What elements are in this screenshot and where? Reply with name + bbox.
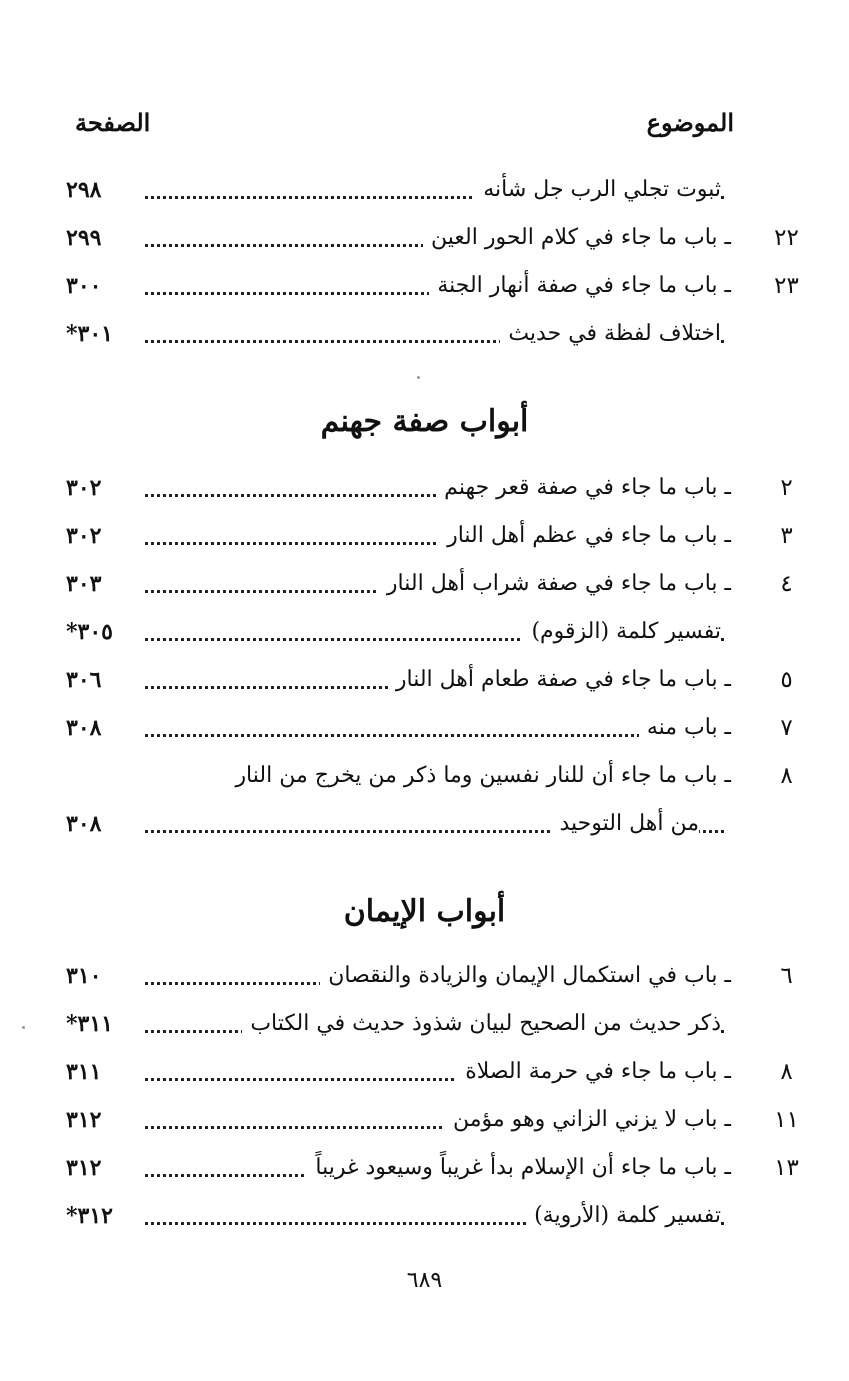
- index-entry: [0, 660, 849, 700]
- entry-title: اختلاف لفظة في حديث: [500, 314, 721, 354]
- index-entry: [0, 956, 849, 996]
- entry-number: ٤: [780, 571, 793, 597]
- entry-title: ـ باب ما جاء أن للنار نفسين وما ذكر من يخرج من النار: [227, 756, 731, 796]
- entry-page: ٢٩٨: [66, 177, 102, 203]
- entry-title: ـ باب ما جاء في صفة طعام أهل النار: [388, 660, 731, 700]
- index-entry: [0, 708, 849, 748]
- entry-title: ـ باب لا يزني الزاني وهو مؤمن: [445, 1100, 731, 1140]
- index-entry: [0, 612, 849, 652]
- entry-title: ـ باب ما جاء في صفة شراب أهل النار: [379, 564, 731, 604]
- entry-title: ـ باب منه: [639, 708, 731, 748]
- entry-page: ٣٠٦: [66, 667, 102, 693]
- entry-title: ـ باب ما جاء في صفة قعر جهنم: [436, 468, 731, 508]
- entry-title: ثبوت تجلي الرب جل شأنه: [475, 170, 721, 210]
- entry-number: ٨: [780, 1059, 793, 1085]
- entry-page: ٣١٢: [66, 1107, 102, 1133]
- index-entry: [0, 170, 849, 210]
- entry-page: ٢٩٩: [66, 225, 102, 251]
- entry-title: ـ باب في استكمال الإيمان والزيادة والنقصان: [320, 956, 731, 996]
- page-number: ٦٨٩: [406, 1268, 443, 1293]
- index-entry: [0, 1052, 849, 1092]
- entry-page: ٣٠٣: [66, 571, 102, 597]
- entry-page: ٣٠٨: [66, 715, 102, 741]
- entry-number: ٢: [780, 475, 793, 501]
- entry-page: ٣٠٢: [66, 475, 102, 501]
- entry-page: ٣٠٥*: [66, 619, 113, 645]
- section-heading-faith: أبواب الإيمان: [343, 894, 506, 929]
- index-entry: [0, 468, 849, 508]
- entry-number: ٢٣: [774, 273, 799, 299]
- entry-title: ـ باب ما جاء في عظم أهل النار: [439, 516, 731, 556]
- entry-title: ذكر حديث من الصحيح لبيان شذوذ حديث في الكتاب: [242, 1004, 721, 1044]
- index-entry: [0, 314, 849, 354]
- entry-page: ٣١٢*: [66, 1203, 113, 1229]
- entry-page: ٣٠٨: [66, 811, 102, 837]
- entry-number: ٨: [780, 763, 793, 789]
- entry-page: ٣٠٢: [66, 523, 102, 549]
- print-dot: [417, 376, 420, 379]
- entry-page: ٣٠١*: [66, 321, 113, 347]
- index-entry: [0, 1004, 849, 1044]
- entry-number: ١٣: [774, 1155, 799, 1181]
- index-entry: [0, 1148, 849, 1188]
- index-entry: [0, 804, 849, 844]
- entry-number: ٣: [780, 523, 793, 549]
- entry-number: ٧: [780, 715, 793, 741]
- entry-title: ـ باب ما جاء في كلام الحور العين: [423, 218, 731, 258]
- entry-title: ـ باب ما جاء أن الإسلام بدأ غريباً وسيعود غريباً: [307, 1148, 731, 1188]
- index-entry: [0, 1196, 849, 1236]
- entry-number: ٢٢: [774, 225, 799, 251]
- index-entry: [0, 266, 849, 306]
- entry-title: ـ باب ما جاء في صفة أنهار الجنة: [429, 266, 731, 306]
- topic-column-header: الموضوع: [646, 108, 734, 137]
- index-entry: [0, 1100, 849, 1140]
- entry-title: ـ باب ما جاء في حرمة الصلاة: [457, 1052, 731, 1092]
- leader-dots: [145, 734, 724, 737]
- entry-title: تفسير كلمة (الأروية): [526, 1196, 721, 1236]
- print-dot: [22, 1026, 25, 1029]
- entry-page: ٣١٢: [66, 1155, 102, 1181]
- section-heading-hell: أبواب صفة جهنم: [320, 404, 529, 439]
- index-entry: [0, 516, 849, 556]
- entry-number: ٦: [780, 963, 793, 989]
- entry-number: ٥: [780, 667, 793, 693]
- entry-page: ٣٠٠: [66, 273, 102, 299]
- entry-number: ١١: [774, 1107, 799, 1133]
- entry-page: ٣١٠: [66, 963, 102, 989]
- entry-title: تفسير كلمة (الزقوم): [523, 612, 721, 652]
- entry-page: ٣١١*: [66, 1011, 113, 1037]
- index-entry: [0, 756, 849, 796]
- entry-page: ٣١١: [66, 1059, 102, 1085]
- entry-title: من أهل التوحيد: [552, 804, 700, 844]
- page-column-header: الصفحة: [75, 108, 151, 137]
- index-entry: [0, 564, 849, 604]
- index-entry: [0, 218, 849, 258]
